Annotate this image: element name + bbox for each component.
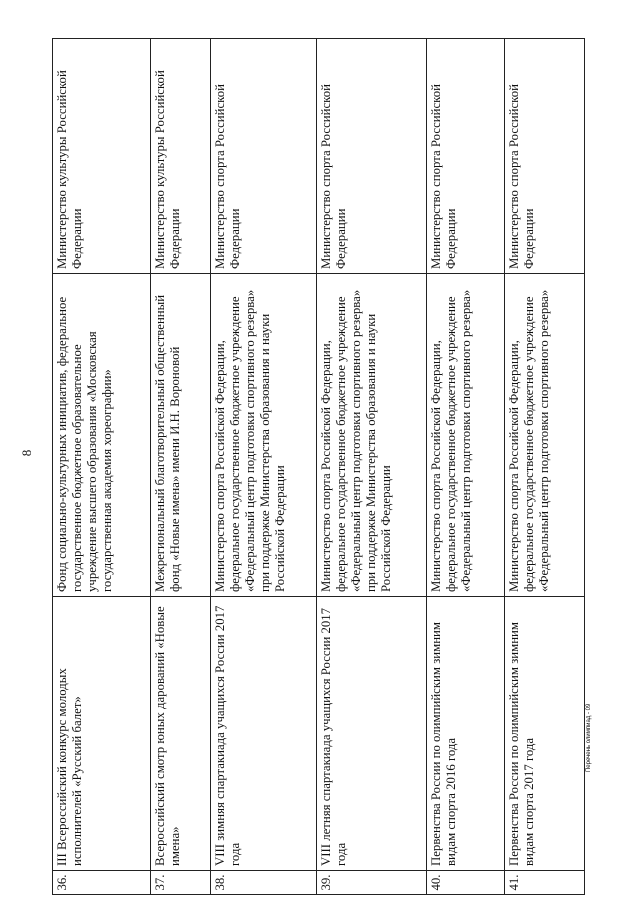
ministry: Министерство спорта Российской Федерации xyxy=(317,39,427,274)
olympiad-name: Первенства России по олимпийским зимним видам спорта 2017 года xyxy=(505,597,585,871)
row-number: 38. xyxy=(211,871,317,895)
table-row xyxy=(53,39,151,895)
olympiad-name: Всероссийский смотр юных дарований «Новые имена» xyxy=(151,597,211,871)
organizer: Межрегиональный благотворительный общественный фонд «Новые имена» имени И.Н. Вороновой xyxy=(151,274,211,597)
table-row xyxy=(317,39,427,895)
row-number: 36. xyxy=(53,871,151,895)
table-row xyxy=(211,39,317,895)
ministry: Министерство спорта Российской Федерации xyxy=(427,39,505,274)
row-number: 41. xyxy=(505,871,585,895)
organizer: Министерство спорта Российской Федерации, федеральное государственное бюджетное учреждение «Федеральный центр подготовки спортивного резерва» при поддержке Министерства образования и науки Российской Федерации xyxy=(317,274,427,597)
organizer: Министерство спорта Российской Федерации, федеральное государственное бюджетное учреждение «Федеральный центр подготовки спортивного резерва» при поддержке Министерства образования и науки Российской Федерации xyxy=(211,274,317,597)
table-row xyxy=(427,39,505,895)
ministry: Министерство культуры Российской Федерации xyxy=(151,39,211,274)
olympiad-table-rotated xyxy=(52,39,584,895)
page-number: 8 xyxy=(19,449,34,457)
footer-caption: Перечень олимпиад - 09 xyxy=(586,703,592,772)
olympiad-name: III Всероссийский конкурс молодых исполнителей «Русский балет» xyxy=(53,597,151,871)
organizer: Министерство спорта Российской Федерации, федеральное государственное бюджетное учреждение «Федеральный центр подготовки спортивного резерва» xyxy=(505,274,585,597)
organizer: Министерство спорта Российской Федерации, федеральное государственное бюджетное учреждение «Федеральный центр подготовки спортивного резерва» xyxy=(427,274,505,597)
olympiad-name: VIII летняя спартакиада учащихся России 2017 года xyxy=(317,597,427,871)
organizer: Фонд социально-культурных инициатив, федеральное государственное бюджетное образовательное учреждение высшего образования «Московская государственная академия хореографии» xyxy=(53,274,151,597)
ministry: Министерство спорта Российской Федерации xyxy=(505,39,585,274)
table-row xyxy=(505,39,585,895)
row-number: 39. xyxy=(317,871,427,895)
olympiad-table xyxy=(52,38,585,895)
ministry: Министерство спорта Российской Федерации xyxy=(211,39,317,274)
table-row xyxy=(151,39,211,895)
row-number: 40. xyxy=(427,871,505,895)
ministry: Министерство культуры Российской Федерации xyxy=(53,39,151,274)
olympiad-name: VIII зимняя спартакиада учащихся России 2017 года xyxy=(211,597,317,871)
olympiad-name: Первенства России по олимпийским зимним видам спорта 2016 года xyxy=(427,597,505,871)
row-number: 37. xyxy=(151,871,211,895)
